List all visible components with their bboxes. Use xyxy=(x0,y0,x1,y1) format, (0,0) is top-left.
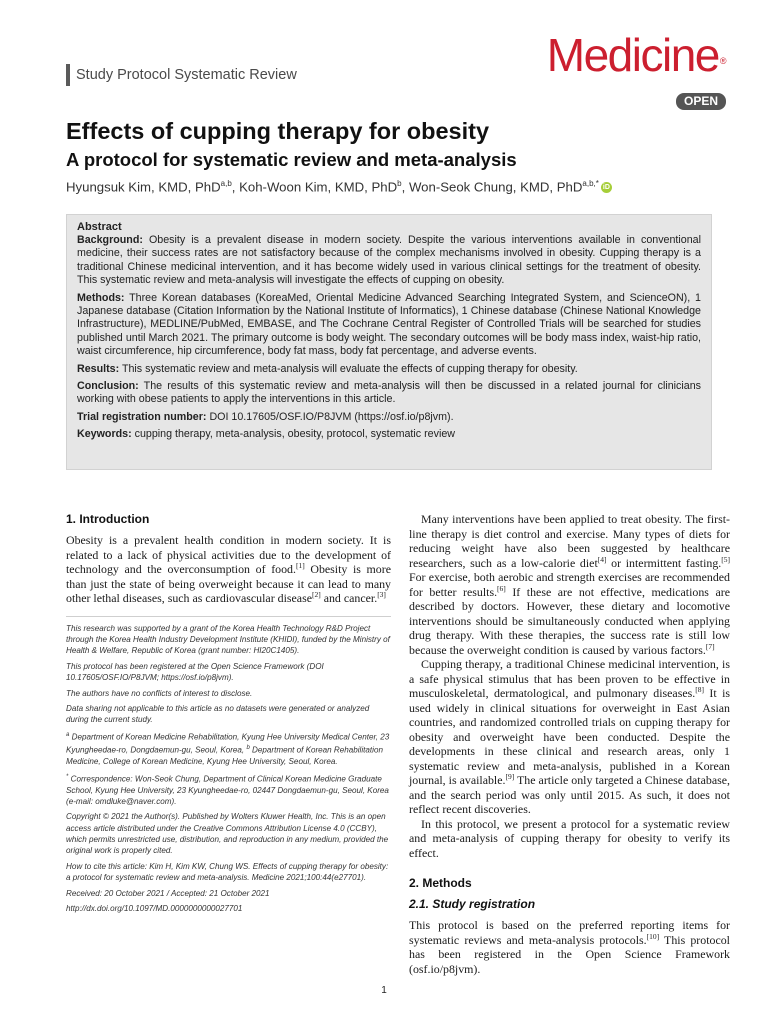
author-affiliation: b xyxy=(397,179,402,188)
author-separator: , xyxy=(231,179,240,195)
abstract-label: Methods: xyxy=(77,291,125,304)
affiliation-a: Department of Korean Medicine Rehabilitation, Kyung Hee University Medical Center, 23 Kyungheedae-ro, Dongdaemun-gu, Seoul, Korea, xyxy=(66,732,390,755)
article-type-text: Study Protocol Systematic Review xyxy=(76,67,297,83)
citation-ref[interactable]: [1] xyxy=(295,561,305,571)
body-text-run: Obesity is more than just the state of being overweight because it can lead to many other lethal diseases, such as cardiovascular disease xyxy=(66,562,391,605)
body-text-run: This protocol has been registered in the Open Science Framework (osf.io/p8jvm). xyxy=(409,932,730,976)
introduction-paragraph: In this protocol, we present a protocol for a systematic review and meta-analysis of cupping therapy for obesity to verify its effect. xyxy=(409,816,730,860)
abstract-label: Trial registration number: xyxy=(77,410,207,423)
footnote-received: Received: 20 October 2021 / Accepted: 21 October 2021 xyxy=(66,888,270,898)
abstract-label: Results: xyxy=(77,362,120,375)
abstract-text: cupping therapy, meta-analysis, obesity, protocol, systematic review xyxy=(131,428,455,441)
abstract-label: Conclusion: xyxy=(77,380,139,393)
citation-ref[interactable]: [4] xyxy=(597,554,607,564)
author-separator: , xyxy=(401,179,409,195)
abstract-conclusion xyxy=(77,380,701,407)
footnote-affiliations xyxy=(66,730,391,767)
body-text-run: The article only targeted a Chinese database, and the search period was only until 2015. As such, it does not reflect recent discoveries. xyxy=(409,773,730,816)
correspondence-mark: * xyxy=(66,773,69,780)
footnote-correspondence xyxy=(66,772,391,807)
abstract-text: Three Korean databases (KoreaMed, Oriental Medicine Advanced Searching Integrated System, and ScienceON), 1 Japanese database (Citation Information by the National Institute of Informatics), 1 Chinese database (Chinese National Knowledge Infrastructure), MEDLINE/PubMed, EMBASE, and The Cochrane Central Register of Controlled Trials will be searched for studies published until March 2021. The primary outcome is body weight. The secondary outcomes will be body mass index, waist-hip ratio, waist circumference, hip circumference, body fat mass, body fat percentage, and adverse events. xyxy=(77,291,701,358)
abstract-text: The results of this systematic review and meta-analysis will then be discussed in a related journal for clinicians working with obese patients to apply the interventions in this article. xyxy=(77,380,701,406)
body-text-run: It is used widely in clinical situations for overweight in East Asian countries, and randomized controlled trials on cupping therapy for obesity and overweight have been conducted. Despite the developments in these clinical and research areas, only 1 systematic review and meta-analysis, published in a Korean journal, is available. xyxy=(409,686,730,787)
citation-ref[interactable]: [9] xyxy=(505,772,515,782)
abstract-text: Obesity is a prevalent disease in modern society. Despite the various interventions available in conventional medicine, their success rates are not satisfactory because of the complex mechanisms involved in obesity. Cupping therapy is a traditional Chinese medicinal intervention, and it has become widely used in various clinical settings for the treatment of obesity. This systematic review and meta-analysis will investigate the effects of cupping on obesity. xyxy=(77,234,701,287)
body-text-run: If these are not effective, medications are described by doctors. However, these dietary and locomotive interventions should be simultaneously conducted when applying drug therapy. With these therapies, the success rate is still low because the overweight condition is caused by various factors. xyxy=(409,584,730,657)
footnote-citation: How to cite this article: Kim H, Kim KW, Chung WS. Effects of cupping therapy for obesity: a protocol for systematic review and meta-analysis. Medicine 2021;100:44(e27701). xyxy=(66,861,389,882)
journal-name: Medicine xyxy=(546,29,719,81)
footnote-data-sharing: Data sharing not applicable to this article as no datasets were generated or analyzed during the current study. xyxy=(66,704,370,725)
author-name: Hyungsuk Kim, KMD, PhD xyxy=(66,179,221,195)
orcid-icon[interactable]: iD xyxy=(602,184,610,192)
study-registration-heading: 2.1. Study registration xyxy=(409,897,536,911)
abstract-keywords xyxy=(77,428,701,441)
body-text-run: Many interventions have been applied to treat obesity. The first-line therapy is diet control and exercise. Many types of diets for reducing weight have also been suggested by healthcare researchers, such as a low-calorie diet xyxy=(409,512,730,570)
body-text-run: This protocol is based on the preferred reporting items for systematic reviews and meta-analysis protocols. xyxy=(409,918,730,947)
abstract-results xyxy=(77,363,701,376)
author-affiliation: a,b xyxy=(220,179,232,188)
citation-ref[interactable]: [3] xyxy=(377,590,386,600)
abstract-background xyxy=(77,234,701,288)
article-subtitle: A protocol for systematic review and meta-analysis xyxy=(66,149,517,170)
footnote-funding: This research was supported by a grant of the Korea Health Technology R&D Project through the Korea Health Industry Development Institute (KHIDI), funded by the Ministry of Health & Welfare, Republic of Korea (grant number: HI20C1405). xyxy=(66,623,390,655)
citation-ref[interactable]: [6] xyxy=(497,583,506,593)
abstract-title: Abstract xyxy=(77,221,122,233)
body-text-run: Obesity is a prevalent health condition in modern society. It is related to a lack of physical activities due to the development of technology and the overconsumption of food. xyxy=(66,533,391,576)
citation-ref[interactable]: [10] xyxy=(646,931,660,941)
page-number: 1 xyxy=(381,985,387,996)
abstract-methods xyxy=(77,292,701,359)
article-title: Effects of cupping therapy for obesity xyxy=(66,118,490,144)
abstract-trial-registration xyxy=(77,411,701,424)
body-text-run: Cupping therapy, a traditional Chinese medicinal intervention, is a safe physical stimulus that has been proven to be effective in musculoskeletal, dermatological, and pulmonary diseases. xyxy=(409,657,730,700)
introduction-heading: 1. Introduction xyxy=(66,512,150,526)
body-text-run: and cancer. xyxy=(320,591,378,605)
author-list xyxy=(66,174,726,197)
introduction-paragraph xyxy=(409,657,730,817)
citation-ref[interactable]: [2] xyxy=(311,590,321,600)
abstract-box xyxy=(66,214,712,470)
right-column xyxy=(409,512,730,976)
author-name: Won-Seok Chung, KMD, PhD xyxy=(408,179,583,195)
open-access-badge: OPEN xyxy=(676,93,726,110)
body-text-run: or intermittent fasting. xyxy=(606,555,722,570)
introduction-paragraph xyxy=(409,512,730,657)
citation-ref[interactable]: [5] xyxy=(721,554,730,564)
study-registration-paragraph xyxy=(409,918,730,976)
footnote-registration: This protocol has been registered at the Open Science Framework (DOI 10.17605/OSF.IO/P8JVM; https://osf.io/p8jvm). xyxy=(66,661,324,682)
correspondence-text: Correspondence: Won-Seok Chung, Department of Clinical Korean Medicine Graduate School, Kyung Hee University, 23 Kyungheedae-ro, 02447 Dongdaemun-gu, Seoul, Korea (e-mail: omdluke@naver.com). xyxy=(66,774,389,806)
introduction-paragraph xyxy=(66,533,391,606)
abstract-label: Background: xyxy=(77,234,143,246)
footnote-conflicts: The authors have no conflicts of interest to disclose. xyxy=(66,688,253,698)
article-type-label xyxy=(66,64,297,86)
author-name: Koh-Woon Kim, KMD, PhD xyxy=(239,179,398,195)
abstract-text: DOI 10.17605/OSF.IO/P8JVM (https://osf.io/p8jvm). xyxy=(206,410,454,423)
methods-heading: 2. Methods xyxy=(409,876,472,890)
registered-mark: ® xyxy=(719,56,725,66)
left-column xyxy=(66,512,391,919)
footnote-divider xyxy=(66,616,391,617)
affiliation-mark: a xyxy=(66,732,70,739)
footnote-copyright: Copyright © 2021 the Author(s). Published by Wolters Kluwer Health, Inc. This is an open access article distributed under the Creative Commons Attribution License 4.0 (CCBY), which permits unrestricted use, distribution, and reproduction in any medium, provided the original work is properly cited. xyxy=(66,812,389,856)
body-text-run: For exercise, both aerobic and strength exercises are recommended for better results. xyxy=(409,570,730,599)
abstract-label: Keywords: xyxy=(77,428,132,441)
affiliation-b: Department of Korean Rehabilitation Medicine, College of Korean Medicine, Kyung Hee University, Seoul, Korea. xyxy=(66,745,383,766)
author-affiliation: a,b,* xyxy=(582,179,599,188)
abstract-text: This systematic review and meta-analysis will evaluate the effects of cupping therapy for obesity. xyxy=(119,362,578,375)
footnote-doi-link[interactable]: http://dx.doi.org/10.1097/MD.0000000000027701 xyxy=(66,904,243,914)
journal-logo xyxy=(547,28,724,82)
citation-ref[interactable]: [7] xyxy=(705,641,715,651)
affiliation-mark: b xyxy=(246,745,250,752)
citation-ref[interactable]: [8] xyxy=(695,685,704,695)
